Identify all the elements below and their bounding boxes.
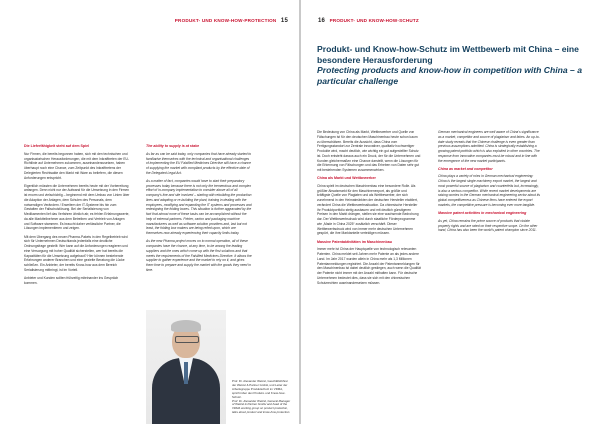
left-col2-heading: The ability to supply is at stake: [146, 144, 200, 148]
right-col2-paragraph: As yet, China remains the prime source of products that violate property rights and are rated on their respective scope. On the other hand, China has also been the world’s patent champion since 2011.: [438, 218, 538, 233]
left-column-german: [24, 141, 130, 289]
photo-caption: [232, 380, 292, 415]
right-col1-heading: China als Markt und Wettbewerber: [317, 176, 376, 181]
right-col1-paragraph: Immer mehr ist China der Hauptquelle von technologisch relevanten Patenten. China meldet seit Jahren mehr Patente an als jedes andere Land. Im Jahr 2017 wurden allein in China mehr als 1,3 Millionen Patentanmeldungen registriert. Die Anzahl der Patentanmeldungen für den Maschinenbau ist dabei deutlich gestiegen, auch wenn die Qualität der Patente nicht immer mit der Anzahl mithalten kann. Für deutsche Unternehmen bedeutet dies, dass sie sich mit den chinesischen Schutzrechten auseinandersetzen müssen.: [317, 247, 421, 285]
left-col1-paragraph: Nur Firmen, die bereits begonnen haben, sich mit den technischen und organisatorischen Herausforderungen, die mit dem Inkrafttreten der EU-Richtlinie auf Unternehmen zukommen, auseinanderzusetzen, haben überhaupt noch eine Chance, zum Zeitpunkt des Inkrafttretens der Delegierten Rechtsakte den Markt mit Ware zu beliefern, die diesen Anforderungen entspricht.: [24, 151, 130, 180]
right-header-section: PRODUKT- UND KNOW-HOW-SCHUTZ: [329, 18, 419, 23]
left-col2-paragraph: As far as can be said today, only companies that have already started to familiarise themselves with the technical and organisational challenges of implementing the EU Falsified Medicines Directive still have a chance of supplying the market with compliant products by the effective date of the Delegated Legal Act.: [146, 151, 252, 175]
left-col1-paragraph: Eigentlich müssten die Unternehmen bereits heute mit der Vorbereitung anfangen. Denn nicht nur der Aufwand für die Umsetzung in den Firmen ist enorm und vielschichtig – beginnend mit dem Umbau von Linien über die Adaption der Anlagen, dem Schulen des Personals, dem notwendigen Verändern / Erweitern der IT-Systeme bis hin zum Gestalten der Fallschutzlösung. Bei der Serialisierung von Medikamenten lief das Verfahren ähnlich ab; es fehlen Erfahrungswerte, da alle Marktteilnehmer aus dem Betreiben und Vertrieb von Anlagen und Software stammen. Es braucht daher verlässliche Partner, die Lösungen implementieren und zeigen.: [24, 183, 130, 231]
left-col1-paragraph: Anbieter und Kunden sollten frühzeitig miteinander ins Gespräch kommen.: [24, 275, 119, 285]
right-col2-paragraph: German mechanical engineers are well aware of China’s significance as a market, competitor and source of plagiarism and fakes. An up-to-date study reveals that the Chinese challenge is even greater than previous assumptions admitted. China is strategically establishing a growing patent portfolio which is also exploited in other countries. The response from innovative companies must be robust and in line with the emergence of the new market participants.: [438, 130, 540, 163]
right-column-english: [438, 130, 542, 236]
title-english: Protecting products and know-how in competition with China – a particular challenge: [317, 65, 582, 86]
right-page-number: 16: [318, 18, 326, 24]
left-col2-paragraph: As the new Pharma project moves on to normal operation, all of these companies have the chance, at any time, to be among the leading suppliers and the ones which come up with the first solutions and that meets the requirements of the Falsified Medicines Directive. It allows the supplier to gather experience and the market to rely on it, and gives them time to prepare and supply the market with the goods they need in time.: [146, 239, 252, 272]
left-col2-paragraph: As a matter of fact, companies would have to start their preparatory processes today because there is not only the tremendous and complex effort of in-company implementation to consider above all of all company’s line and site involved – starting with rebuilding the production lines and adapting or re-building the plant, training in dealing with the employees, modifying and expanding the IT systems and processes and redesigning the folding boxes. This situation is further aggravated by the fact that almost none of these tasks can be accomplished without the help of external partners. Printer, carton and packaging machine manufacturers as well as software solution providers and, last but not least, the folding box makers are being relied upon, which are themselves now already experiencing their capacity limits today.: [146, 178, 252, 236]
left-page-header: [175, 18, 291, 24]
right-page-header: [315, 18, 419, 24]
left-column-english: [146, 141, 252, 276]
right-col2-heading: Massive patent activities in mechanical engineering: [438, 211, 527, 216]
title-german: Produkt- und Know-how-Schutz im Wettbewerb mit China – eine besondere Herausforderung: [317, 44, 579, 65]
portrait-photo: [146, 310, 226, 424]
right-col1-intro: Die Bedeutung von China als Markt, Wettbewerber und Quelle von Fälschungen ist für den deutschen Maschinenbau heute schon kaum zu überschätzen. Bereits die Aussicht, dass China vom Fertigungsstandort zur Zentrale innovativer, qualitativ hochwertiger Produkte wird, macht deutlich, wie wichtig ein gut aufgestellter Schutz ist. Doch entsteht daraus auch ein Druck, der für die Unternehmen und Kunden gleichermaßen eine Chance darstellt, wenn die Lösungen für die Erkennung von Fälschungen und das Erheben von Daten sehr gut mit bestehenden Systemen zusammenwirken.: [317, 130, 421, 172]
right-col2-heading: China as market and competitor: [438, 166, 493, 171]
right-column-german: [317, 130, 421, 289]
left-col1-heading: Die Lieferfähigkeit steht auf dem Spiel: [24, 144, 90, 148]
left-page: [0, 0, 299, 424]
photo-caption-english: Prof. Dr. Alexander Wetzel, General Manager of Wetzel & Partner GmbH and head of the VDMA working group on product protection, talks about product and know-how protection.: [232, 398, 291, 415]
right-col1-paragraph: China spielt im deutschen Maschinenbau eine besondere Rolle. Als größter Absatzmarkt für den Maschinenexport, als größte und kräftigste Quelle von Plagiaten und als Wettbewerber, der sich zunehmend in den Heimatmärkten der deutschen Hersteller etabliert, verändert China die Wettbewerbssituation. Da chinesische Hersteller ihr Produktportfolio stetig ausbauen und mit deutlich günstigeren Preisen in den Markt drängen, stellen sie eine wachsende Bedrohung dar. Der Wettbewerbsdruck wird durch staatliche Förderprogramme wie „Made in China 2025“ zusätzlich verschärft. Dieser Wettbewerbsdruck wird von immer mehr deutschen Unternehmen gespürt, die ihre Marktanteile verteidigen müssen.: [317, 183, 419, 236]
left-col1-paragraph: Mit dem Übergang des neuen Pharma-Pakets in den Regelbetrieb wird sich für Unternehmen Deutschlands jedenfalls eine deutliche Ordnungsfrage gestellt: Wer kann auf die Anforderungen reagieren und eine Versorgung mit hoher Qualität sicherstellen, wer hat bereits die Kapazitäten für die Umsetzung aufgebaut? Hier können bestehende Erfahrungen anderer Branchen und eine gezielte Beratung die Lücke schließen. Ein Anbieter, der bereits Know-how aus dem Bereich Serialisierung mitbringt, ist im Vorteil.: [24, 234, 128, 272]
left-page-number: 15: [280, 18, 288, 24]
right-col1-heading: Massive Patentaktivitäten im Maschinenbau: [317, 239, 392, 244]
photo-caption-german: Prof. Dr. Alexander Wetzel, Geschäftsführer der Wetzel & Partner GmbH, und Leiter der Arbeitsgruppe Produktschutz im VDMA, spricht über den Produkt- und Know-how-Schutz.: [232, 379, 289, 399]
article-title: [317, 44, 587, 86]
right-col2-paragraph: China plays a variety of roles in German mechanical engineering: China is the largest single machinery export market, the largest and most powerful source of plagiarism and counterfeits but, increasingly, is also a serious competitor. While recent market developments are raising worries in the German mechanical engineering sector about its global competitiveness as Chinese firms have entered the export markets, the competitive pressure is becoming ever more tangible.: [438, 174, 541, 207]
right-page: [301, 0, 600, 424]
left-header-section: PRODUKT- UND KNOW-HOW-PROTECTION: [174, 18, 277, 23]
